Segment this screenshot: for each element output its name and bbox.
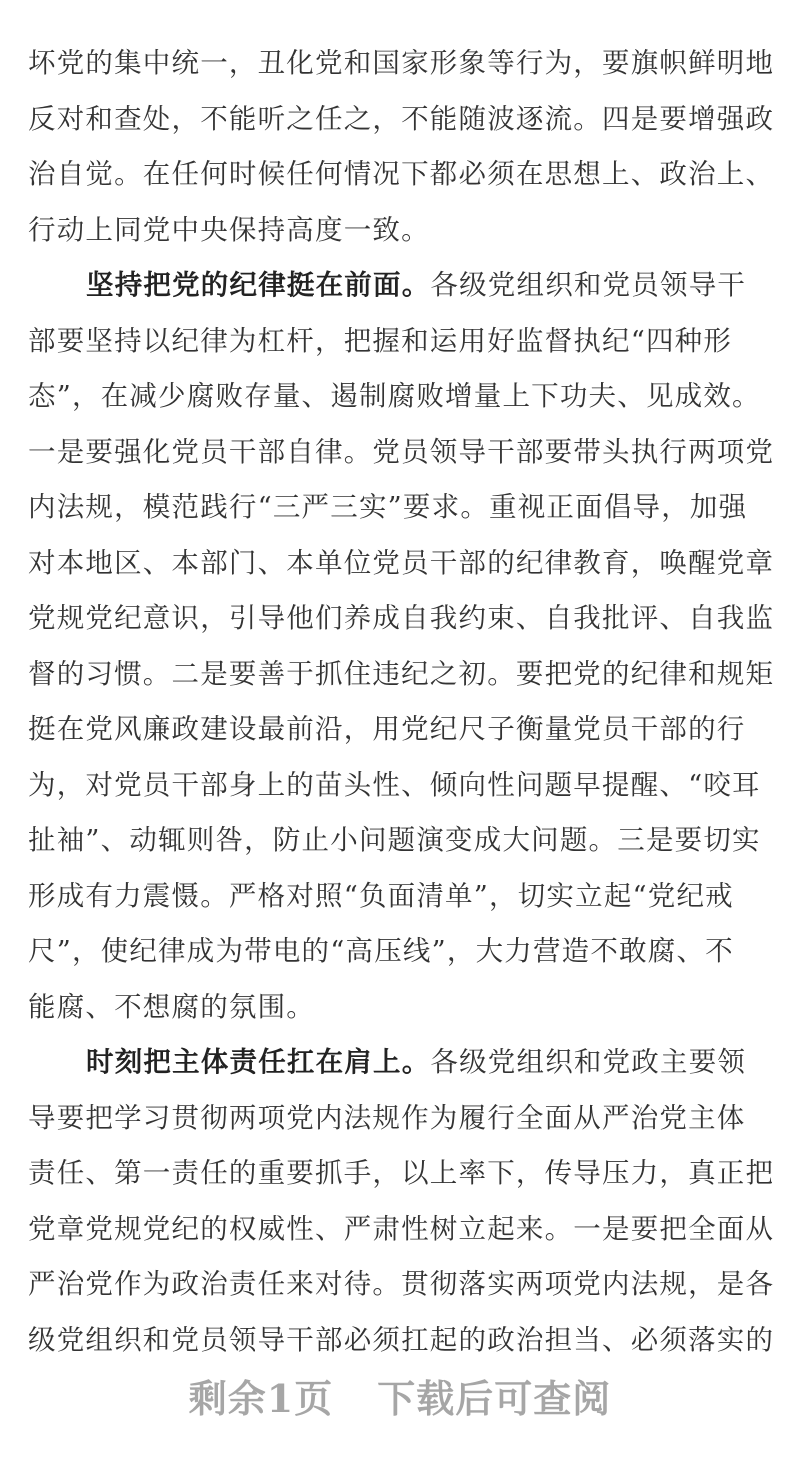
text-line: 内法规，模范践行“三严三实”要求。重视正面倡导，加强 — [28, 491, 748, 523]
text-line: 尺”，使纪律成为带电的“高压线”，大力营造不敢腐、不 — [28, 935, 734, 967]
text-line: 责任、第一责任的重要抓手，以上率下，传导压力，真正把 — [28, 1157, 774, 1189]
text-line: 级党组织和党员领导干部必须扛起的政治担当、必须落实的 — [28, 1323, 774, 1356]
text-line: 挺在党风廉政建设最前沿，用党纪尺子衡量党员干部的行 — [28, 713, 746, 745]
paragraph-text: 各级党组织和党员领导干 — [430, 269, 747, 301]
download-prompt[interactable] — [0, 1368, 800, 1423]
text-line: 党章党规党纪的权威性、严肃性树立起来。一是要把全面从 — [28, 1212, 774, 1245]
text-line: 严治党作为政治责任来对待。贯彻落实两项党内法规，是各 — [28, 1268, 774, 1300]
text-line: 扯袖”、动辄则咎，防止小问题演变成大问题。三是要切实 — [28, 824, 761, 856]
paragraph-heading: 坚持把党的纪律挺在前面。 — [86, 269, 431, 301]
paragraph-start — [28, 258, 774, 314]
text-line: 能腐、不想腐的氛围。 — [28, 990, 315, 1023]
text-line: 督的习惯。二是要善于抓住违纪之初。要把党的纪律和规矩 — [28, 657, 774, 690]
text-line: 行动上同党中央保持高度一致。 — [28, 213, 430, 246]
remaining-pages-label: 剩余1页 — [188, 1376, 334, 1421]
document-body — [28, 36, 774, 1368]
text-line: 党规党纪意识，引导他们养成自我约束、自我批评、自我监 — [28, 602, 774, 634]
paragraph-start — [28, 1035, 774, 1091]
text-line: 形成有力震慑。严格对照“负面清单”，切实立起“党纪戒 — [28, 879, 734, 912]
download-to-view-label: 下载后可查阅 — [377, 1376, 612, 1421]
text-line: 为，对党员干部身上的苗头性、倾向性问题早提醒、“咬耳 — [28, 768, 761, 801]
paragraph-text: 各级党组织和党政主要领 — [430, 1046, 747, 1078]
text-line: 一是要强化党员干部自律。党员领导干部要带头执行两项党 — [28, 435, 774, 468]
paragraph-heading: 时刻把主体责任扛在肩上。 — [86, 1046, 431, 1078]
text-line: 导要把学习贯彻两项党内法规作为履行全面从严治党主体 — [28, 1101, 746, 1134]
text-line: 治自觉。在任何时候任何情况下都必须在思想上、政治上、 — [28, 158, 774, 190]
text-line: 对本地区、本部门、本单位党员干部的纪律教育，唤醒党章 — [28, 546, 774, 579]
text-line: 坏党的集中统一，丑化党和国家形象等行为，要旗帜鲜明地 — [28, 47, 774, 79]
text-line: 部要坚持以纪律为杠杆，把握和运用好监督执纪“四种形 — [28, 324, 733, 357]
text-line: 反对和查处，不能听之任之，不能随波逐流。四是要增强政 — [28, 102, 774, 135]
text-line: 态”，在减少腐败存量、遏制腐败增量上下功夫、见成效。 — [28, 380, 761, 412]
